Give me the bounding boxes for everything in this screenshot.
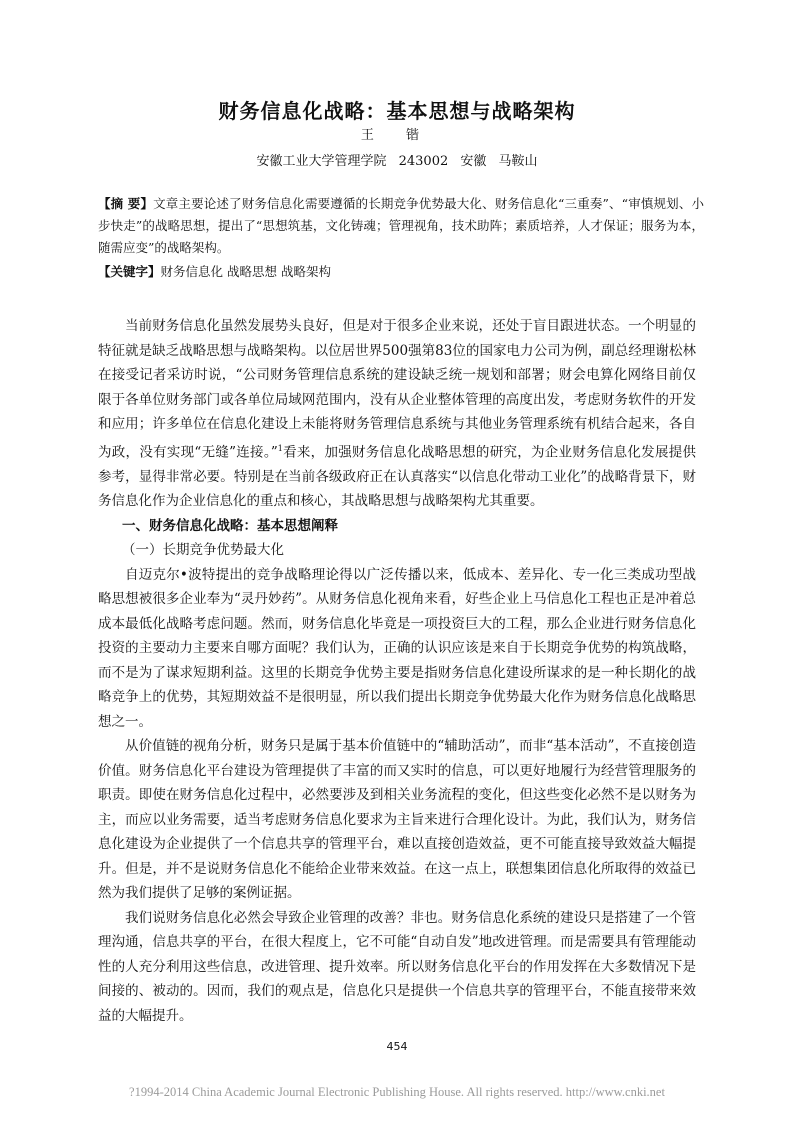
paragraph-intro-a: 当前财务信息化虽然发展势头良好，但是对于很多企业来说，还处于盲目跟进状态。一个明显的特征就是缺乏战略思想与战略架构。以位居世界500强第83位的国家电力公司为例，副总经理谢松林在接受记者采访时说，“公司财务管理信息系统的建设缺乏统一规划和部署；财会电算化网络目前仅限于各单位财务部门或各单位局域网范围内，没有从企业整体管理的高度出发，考虑财务软件的开发和应用；许多单位在信息化建设上未能将财务管理信息系统与其他业务管理系统有机结合起来，各自为政，没有实现“无缝”连接。” — [98, 318, 696, 460]
abstract-text: 文章主要论述了财务信息化需要遵循的长期竞争优势最大化、财务信息化“三重奏”、“审慎规划、小步快走”的战略思想，提出了“思想筑基，文化铸魂；管理视角，技术助阵；素质培养，人才保证；服务为本，随需应变”的战略架构。 — [98, 196, 704, 255]
author-name: 王 锴 — [360, 128, 434, 143]
section-heading: 一、财务信息化战略：基本思想阐释 — [122, 517, 338, 534]
paragraph-2: 自迈克尔•波特提出的竞争战略理论得以广泛传播以来，低成本、差异化、专一化三类成功型战略思想被很多企业奉为“灵丹妙药”。从财务信息化视角来看，好些企业上马信息化工程也正是冲着总成本最低化战略考虑问题。然而，财务信息化毕竟是一项投资巨大的工程，那么企业进行财务信息化投资的主要动力主要来自哪方面呢？我们认为，正确的认识应该是来自于长期竞争优势的构筑战略，而不是为了谋求短期利益。这里的长期竞争优势主要是指财务信息化建设所谋求的是一种长期化的战略竞争上的优势，其短期效益不是很明显，所以我们提出长期竞争优势最大化作为财务信息化战略思想之一。 — [98, 566, 696, 730]
paragraph-intro — [98, 314, 696, 514]
keywords-label: 【关键字】 — [98, 264, 161, 279]
copyright-footer: ?1994-2014 China Academic Journal Electronic Publishing House. All rights reserved. http://www.cnki.net — [129, 1085, 665, 1099]
abstract — [98, 193, 704, 259]
paragraph-4: 我们说财务信息化必然会导致企业管理的改善？非也。财务信息化系统的建设只是搭建了一个管理沟通，信息共享的平台，在很大程度上，它不可能“自动自发”地改进管理。而是需要具有管理能动性的人充分利用这些信息，改进管理、提升效率。所以财务信息化平台的作用发挥在大多数情况下是间接的、被动的。因而，我们的观点是，信息化只是提供一个信息共享的管理平台，不能直接带来效益的大幅提升。 — [98, 909, 696, 1024]
abstract-label: 【摘 要】 — [98, 196, 154, 211]
paragraph-3: 从价值链的视角分析，财务只是属于基本价值链中的“辅助活动”，而非“基本活动”，不直接创造价值。财务信息化平台建设为管理提供了丰富的而又实时的信息，可以更好地履行为经营管理服务的职责。即使在财务信息化过程中，必然要涉及到相关业务流程的变化，但这些变化必然不是以财务为主，而应以业务需要，适当考虑财务信息化要求为主旨来进行合理化设计。为此，我们认为，财务信息化建设为企业提供了一个信息共享的管理平台，难以直接创造效益，更不可能直接导致效益大幅提升。但是，并不是说财务信息化不能给企业带来效益。在这一点上，联想集团信息化所取得的效益已然为我们提供了足够的案例证据。 — [98, 738, 696, 901]
body-text — [98, 314, 696, 1028]
footnote-ref: 1 — [277, 443, 283, 453]
keywords — [98, 261, 704, 283]
author-affiliation: 安徽工业大学管理学院 243002 安徽 马鞍山 — [256, 154, 538, 169]
subsection-heading: （一）长期竞争优势最大化 — [122, 542, 284, 558]
keywords-text: 财务信息化 战略思想 战略架构 — [160, 264, 331, 279]
paragraph-intro-b: 看来，加强财务信息化战略思想的研究，为企业财务信息化发展提供参考，显得非常必要。特别是在当前各级政府正在认真落实“以信息化带动工业化”的战略背景下，财务信息化作为企业信息化的重点和核心，其战略思想与战略架构尤其重要。 — [98, 444, 696, 509]
page-number: 454 — [386, 1040, 408, 1053]
paper-title: 财务信息化战略：基本思想与战略架构 — [218, 99, 576, 123]
